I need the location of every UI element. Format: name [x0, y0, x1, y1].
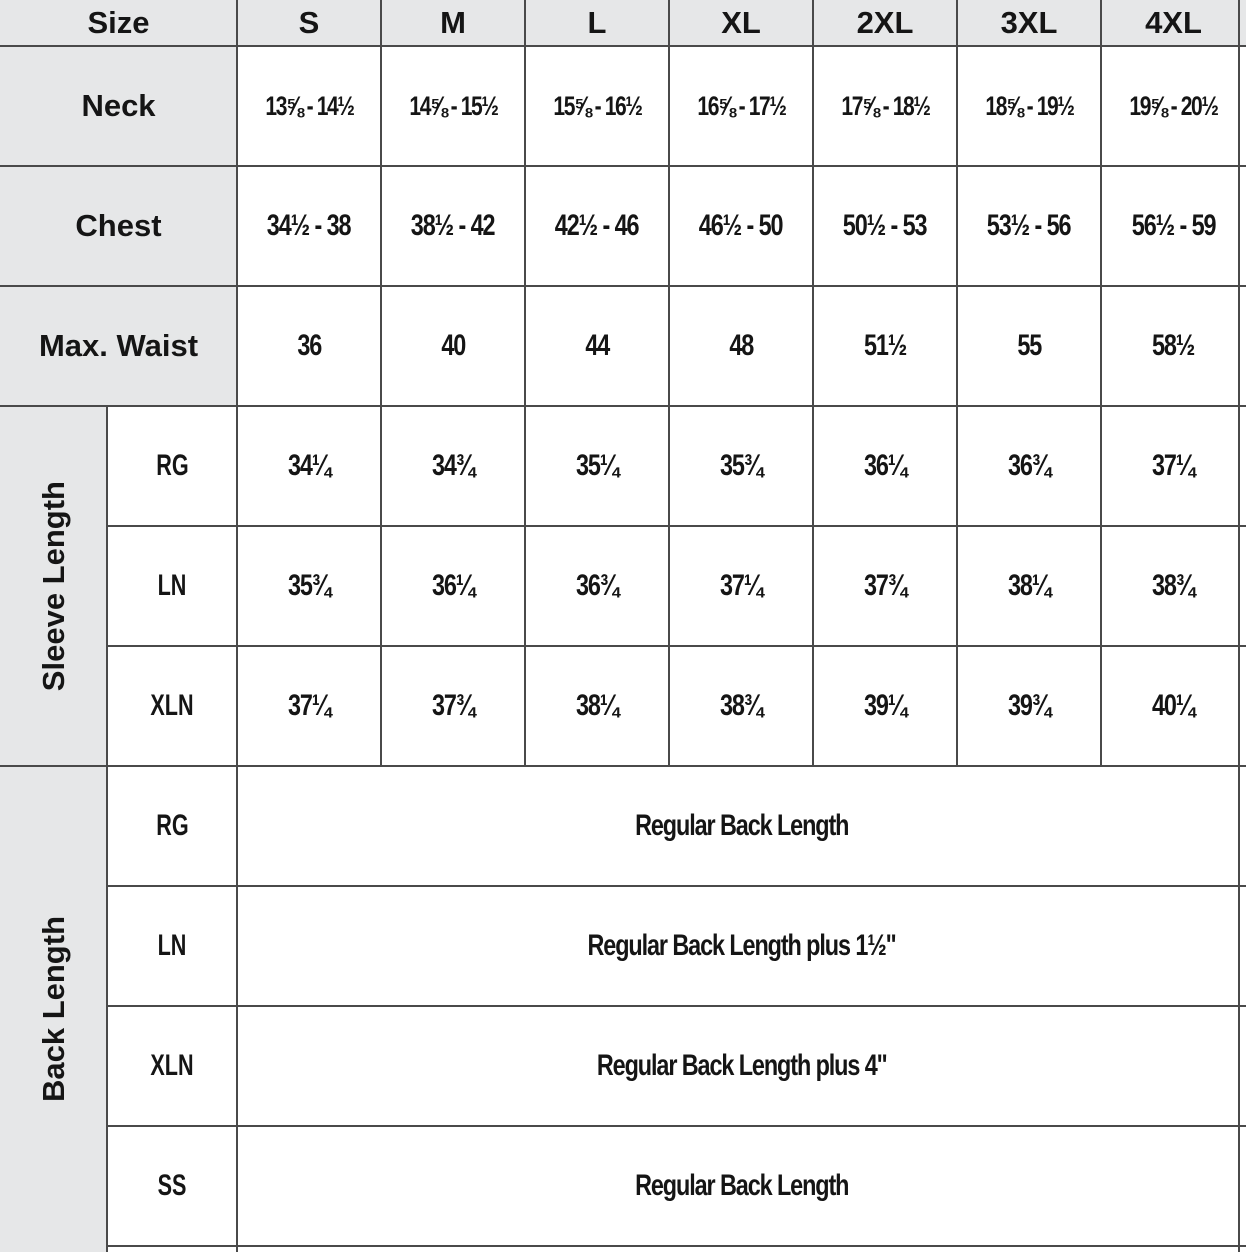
back-xln-value [237, 1006, 1246, 1126]
back-ss-value-text: Regular Back Length [634, 1169, 849, 1202]
sleeve-ln-value-3xl [957, 526, 1101, 646]
sleeve-rg-value-l [525, 406, 669, 526]
size-header-l [525, 0, 669, 46]
chest-value-m [381, 166, 525, 286]
max-waist-value-4xl-text: 58½ [1152, 329, 1195, 362]
max-waist-value-l-text: 44 [585, 329, 609, 362]
sleeve-xln-value-s-text: 37¼ [287, 689, 331, 722]
neck-value-3xl [957, 46, 1101, 166]
sleeve-ln-value-3xl-text: 38¼ [1007, 569, 1051, 602]
neck-value-s-text: 13⅝ - 14½ [264, 90, 354, 121]
sleeve-rg-value-m-text: 34¾ [431, 449, 475, 482]
sleeve-rg-value-4xl [1101, 406, 1246, 526]
neck-value-xl [669, 46, 813, 166]
sleeve-rg-value-2xl-text: 36¼ [863, 449, 907, 482]
grid-h-2 [0, 285, 1246, 287]
sleeve-row-label-xln [107, 646, 237, 766]
max-waist-value-m [381, 286, 525, 406]
sleeve-rg-value-s-text: 34¼ [287, 449, 331, 482]
neck-value-s [237, 46, 381, 166]
grid-v-4 [812, 0, 814, 766]
neck-value-2xl-text: 17⅝ - 18½ [840, 90, 930, 121]
neck-value-m-text: 14⅝ - 15½ [408, 90, 498, 121]
sleeve-xln-value-2xl-text: 39¼ [863, 689, 907, 722]
sleeve-ln-value-2xl-text: 37¾ [863, 569, 907, 602]
sleeve-rg-value-4xl-text: 37¼ [1152, 449, 1195, 482]
neck-value-4xl [1101, 46, 1246, 166]
row-label-neck [0, 46, 237, 166]
back-row-label-xln-text: XLN [150, 1049, 194, 1082]
neck-value-2xl [813, 46, 957, 166]
sleeve-xln-value-s [237, 646, 381, 766]
grid-v-right-edge [1238, 0, 1240, 1252]
chest-value-2xl-text: 50½ - 53 [843, 209, 927, 242]
size-header-m [381, 0, 525, 46]
max-waist-value-xl-text: 48 [729, 329, 753, 362]
grid-v-2 [524, 0, 526, 766]
grid-h-9 [107, 1125, 1246, 1127]
grid-h-8 [107, 1005, 1246, 1007]
neck-value-l-text: 15⅝ - 16½ [552, 90, 642, 121]
sleeve-xln-value-l-text: 38¼ [575, 689, 619, 722]
chest-value-m-text: 38½ - 42 [411, 209, 495, 242]
sleeve-xln-value-4xl [1101, 646, 1246, 766]
sleeve-rg-value-s [237, 406, 381, 526]
neck-value-3xl-text: 18⅝ - 19½ [984, 90, 1074, 121]
max-waist-value-s-text: 36 [297, 329, 321, 362]
chest-value-4xl-text: 56½ - 59 [1131, 209, 1216, 242]
sleeve-length-group-label [0, 406, 107, 766]
row-label-neck-text: Neck [81, 88, 156, 123]
sleeve-rg-value-3xl-text: 36¾ [1007, 449, 1051, 482]
size-header-2xl-text: 2XL [856, 5, 914, 40]
sleeve-xln-value-2xl [813, 646, 957, 766]
back-row-label-xln [107, 1006, 237, 1126]
grid-v-1 [380, 0, 382, 766]
sleeve-xln-value-4xl-text: 40¼ [1152, 689, 1195, 722]
grid-v-5 [956, 0, 958, 766]
grid-h-10 [107, 1245, 1246, 1247]
size-header-m-text: M [440, 5, 466, 40]
back-ss-value [237, 1126, 1246, 1246]
size-header-xl [669, 0, 813, 46]
size-header-label [0, 0, 237, 46]
row-label-max-waist [0, 286, 237, 406]
max-waist-value-l [525, 286, 669, 406]
chest-value-l [525, 166, 669, 286]
neck-value-m [381, 46, 525, 166]
sleeve-length-group-label-text: Sleeve Length [35, 480, 71, 692]
sleeve-row-label-rg [107, 406, 237, 526]
chest-value-s [237, 166, 381, 286]
sleeve-ln-value-l-text: 36¾ [575, 569, 619, 602]
back-ln-value-text: Regular Back Length plus 1½" [587, 929, 896, 962]
max-waist-value-m-text: 40 [441, 329, 465, 362]
sleeve-ln-value-m [381, 526, 525, 646]
sleeve-xln-value-xl [669, 646, 813, 766]
chest-value-2xl [813, 166, 957, 286]
max-waist-value-s [237, 286, 381, 406]
row-label-chest-text: Chest [75, 208, 162, 243]
sleeve-rg-value-3xl [957, 406, 1101, 526]
neck-value-xl-text: 16⅝ - 17½ [696, 90, 786, 121]
back-row-label-ln-text: LN [157, 929, 187, 962]
chest-value-3xl-text: 53½ - 56 [987, 209, 1071, 242]
size-header-4xl [1101, 0, 1246, 46]
sleeve-ln-value-xl [669, 526, 813, 646]
size-header-s [237, 0, 381, 46]
max-waist-value-4xl [1101, 286, 1246, 406]
chest-value-xl [669, 166, 813, 286]
sleeve-rg-value-xl [669, 406, 813, 526]
sleeve-ln-value-s-text: 35¾ [287, 569, 331, 602]
grid-v-label-right [236, 0, 238, 1252]
size-header-label-text: Size [87, 5, 150, 40]
sleeve-xln-value-3xl-text: 39¾ [1007, 689, 1051, 722]
back-rg-value-text: Regular Back Length [634, 809, 849, 842]
chest-value-s-text: 34½ - 38 [267, 209, 351, 242]
sleeve-xln-value-xl-text: 38¾ [719, 689, 763, 722]
sleeve-rg-value-l-text: 35¼ [575, 449, 619, 482]
chest-value-l-text: 42½ - 46 [555, 209, 639, 242]
back-length-group-label-text: Back Length [35, 915, 71, 1103]
back-row-label-ln [107, 886, 237, 1006]
chest-value-xl-text: 46½ - 50 [699, 209, 783, 242]
chest-value-3xl [957, 166, 1101, 286]
size-header-3xl [957, 0, 1101, 46]
back-rg-value [237, 766, 1246, 886]
grid-v-sub-left [106, 406, 108, 1252]
grid-h-header [0, 45, 1246, 47]
grid-v-3 [668, 0, 670, 766]
grid-v-6 [1100, 0, 1102, 766]
size-header-4xl-text: 4XL [1145, 5, 1202, 40]
grid-h-5 [107, 645, 1246, 647]
sleeve-ln-value-s [237, 526, 381, 646]
back-row-label-ss-text: SS [157, 1169, 187, 1202]
size-header-l-text: L [587, 5, 607, 40]
grid-h-6 [0, 765, 1246, 767]
size-header-xl-text: XL [721, 5, 761, 40]
max-waist-value-xl [669, 286, 813, 406]
sleeve-xln-value-3xl [957, 646, 1101, 766]
grid-h-3 [0, 405, 1246, 407]
sleeve-xln-value-m [381, 646, 525, 766]
sleeve-ln-value-2xl [813, 526, 957, 646]
size-header-3xl-text: 3XL [1000, 5, 1058, 40]
max-waist-value-2xl-text: 51½ [863, 329, 907, 362]
grid-h-4 [107, 525, 1246, 527]
sleeve-xln-value-l [525, 646, 669, 766]
neck-value-4xl-text: 19⅝ - 20½ [1129, 90, 1218, 121]
sleeve-rg-value-2xl [813, 406, 957, 526]
size-header-s-text: S [298, 5, 320, 40]
sleeve-ln-value-4xl-text: 38¾ [1152, 569, 1195, 602]
max-waist-value-2xl [813, 286, 957, 406]
back-row-label-rg-text: RG [155, 809, 189, 842]
grid-h-1 [0, 165, 1246, 167]
max-waist-value-3xl-text: 55 [1017, 329, 1041, 362]
neck-value-l [525, 46, 669, 166]
back-length-group-label [0, 766, 107, 1252]
back-row-label-ss [107, 1126, 237, 1246]
sleeve-row-label-ln-text: LN [157, 569, 187, 602]
sleeve-rg-value-xl-text: 35¾ [719, 449, 763, 482]
sleeve-row-label-xln-text: XLN [150, 689, 194, 722]
sleeve-xln-value-m-text: 37¾ [431, 689, 475, 722]
chest-value-4xl [1101, 166, 1246, 286]
back-row-label-rg [107, 766, 237, 886]
sleeve-ln-value-l [525, 526, 669, 646]
grid-h-7 [107, 885, 1246, 887]
back-xln-value-text: Regular Back Length plus 4" [596, 1049, 887, 1082]
sleeve-row-label-ln [107, 526, 237, 646]
sleeve-ln-value-xl-text: 37¼ [719, 569, 763, 602]
sleeve-row-label-rg-text: RG [155, 449, 189, 482]
max-waist-value-3xl [957, 286, 1101, 406]
size-header-2xl [813, 0, 957, 46]
row-label-max-waist-text: Max. Waist [38, 328, 199, 363]
sleeve-ln-value-m-text: 36¼ [431, 569, 475, 602]
row-label-chest [0, 166, 237, 286]
sleeve-rg-value-m [381, 406, 525, 526]
back-ln-value [237, 886, 1246, 1006]
sleeve-ln-value-4xl [1101, 526, 1246, 646]
